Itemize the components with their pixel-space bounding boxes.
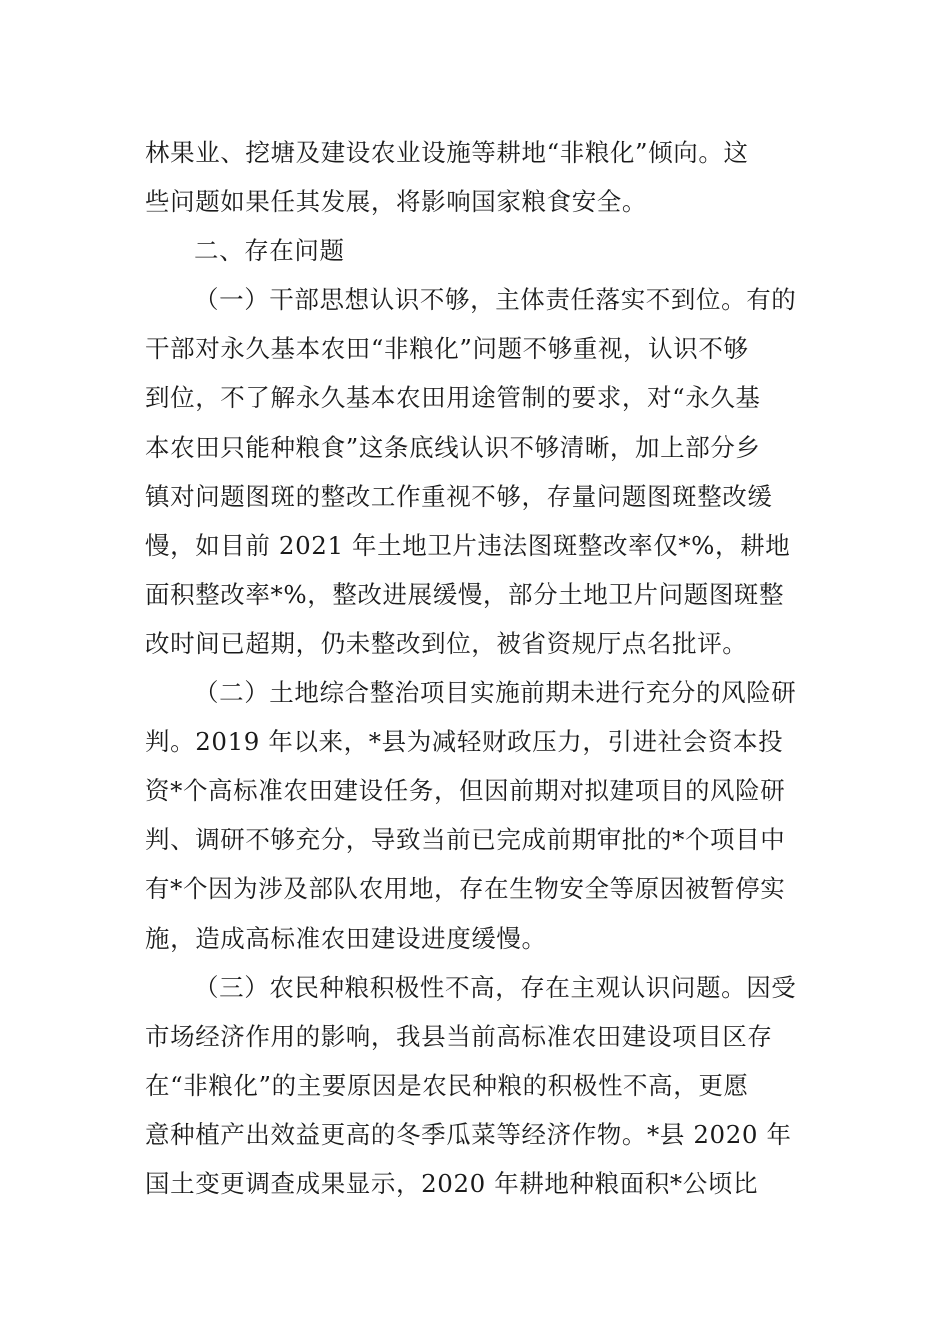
text-line: 林果业、挖塘及建设农业设施等耕地“非粮化”倾向。这 — [145, 138, 749, 167]
text-line: 慢，如目前 2021 年土地卫片违法图斑整改率仅*%，耕地 — [145, 530, 791, 560]
text-line: 资*个高标准农田建设任务，但因前期对拟建项目的风险研 — [145, 776, 786, 806]
text-line: （一）干部思想认识不够，主体责任落实不到位。有的 — [194, 285, 797, 315]
text-line: 国土变更调查成果显示，2020 年耕地种粮面积*公顷比 — [145, 1168, 759, 1198]
text-line: 意种植产出效益更高的冬季瓜菜等经济作物。*县 2020 年 — [145, 1119, 792, 1149]
text-line: 面积整改率*%，整改进展缓慢，部分土地卫片问题图斑整 — [145, 579, 785, 609]
text-line: 本农田只能种粮食”这条底线认识不够清晰，加上部分乡 — [145, 432, 761, 462]
paragraph-section-1 — [145, 275, 807, 668]
text-line: 到位，不了解永久基本农田用途管制的要求，对“永久基 — [145, 383, 761, 413]
text-line: （三）农民种粮积极性不高，存在主观认识问题。因受 — [194, 972, 797, 1002]
text-line: 施，造成高标准农田建设进度缓慢。 — [145, 923, 547, 953]
text-line: 干部对永久基本农田“非粮化”问题不够重视，认识不够 — [145, 334, 749, 364]
text-line: 有*个因为涉及部队农用地，存在生物安全等原因被暂停实 — [145, 874, 786, 904]
text-line: 判。2019 年以来，*县为减轻财政压力，引进社会资本投 — [145, 727, 784, 757]
paragraph-section-3 — [145, 963, 807, 1208]
text-line: 改时间已超期，仍未整改到位，被省资规厅点名批评。 — [145, 628, 748, 658]
text-line: 镇对问题图斑的整改工作重视不够，存量问题图斑整改缓 — [145, 481, 773, 511]
paragraph-continuation — [145, 128, 807, 226]
heading-text: 二、存在问题 — [194, 236, 345, 266]
text-line: （二）土地综合整治项目实施前期未进行充分的风险研 — [194, 678, 797, 708]
text-line: 市场经济作用的影响，我县当前高标准农田建设项目区存 — [145, 1021, 773, 1051]
text-line: 判、调研不够充分，导致当前已完成前期审批的*个项目中 — [145, 825, 786, 855]
section-heading — [145, 226, 807, 275]
text-line: 在“非粮化”的主要原因是农民种粮的积极性不高，更愿 — [145, 1070, 749, 1100]
document-body — [145, 128, 807, 1208]
paragraph-section-2 — [145, 668, 807, 963]
text-line: 些问题如果任其发展，将影响国家粮食安全。 — [145, 187, 647, 217]
